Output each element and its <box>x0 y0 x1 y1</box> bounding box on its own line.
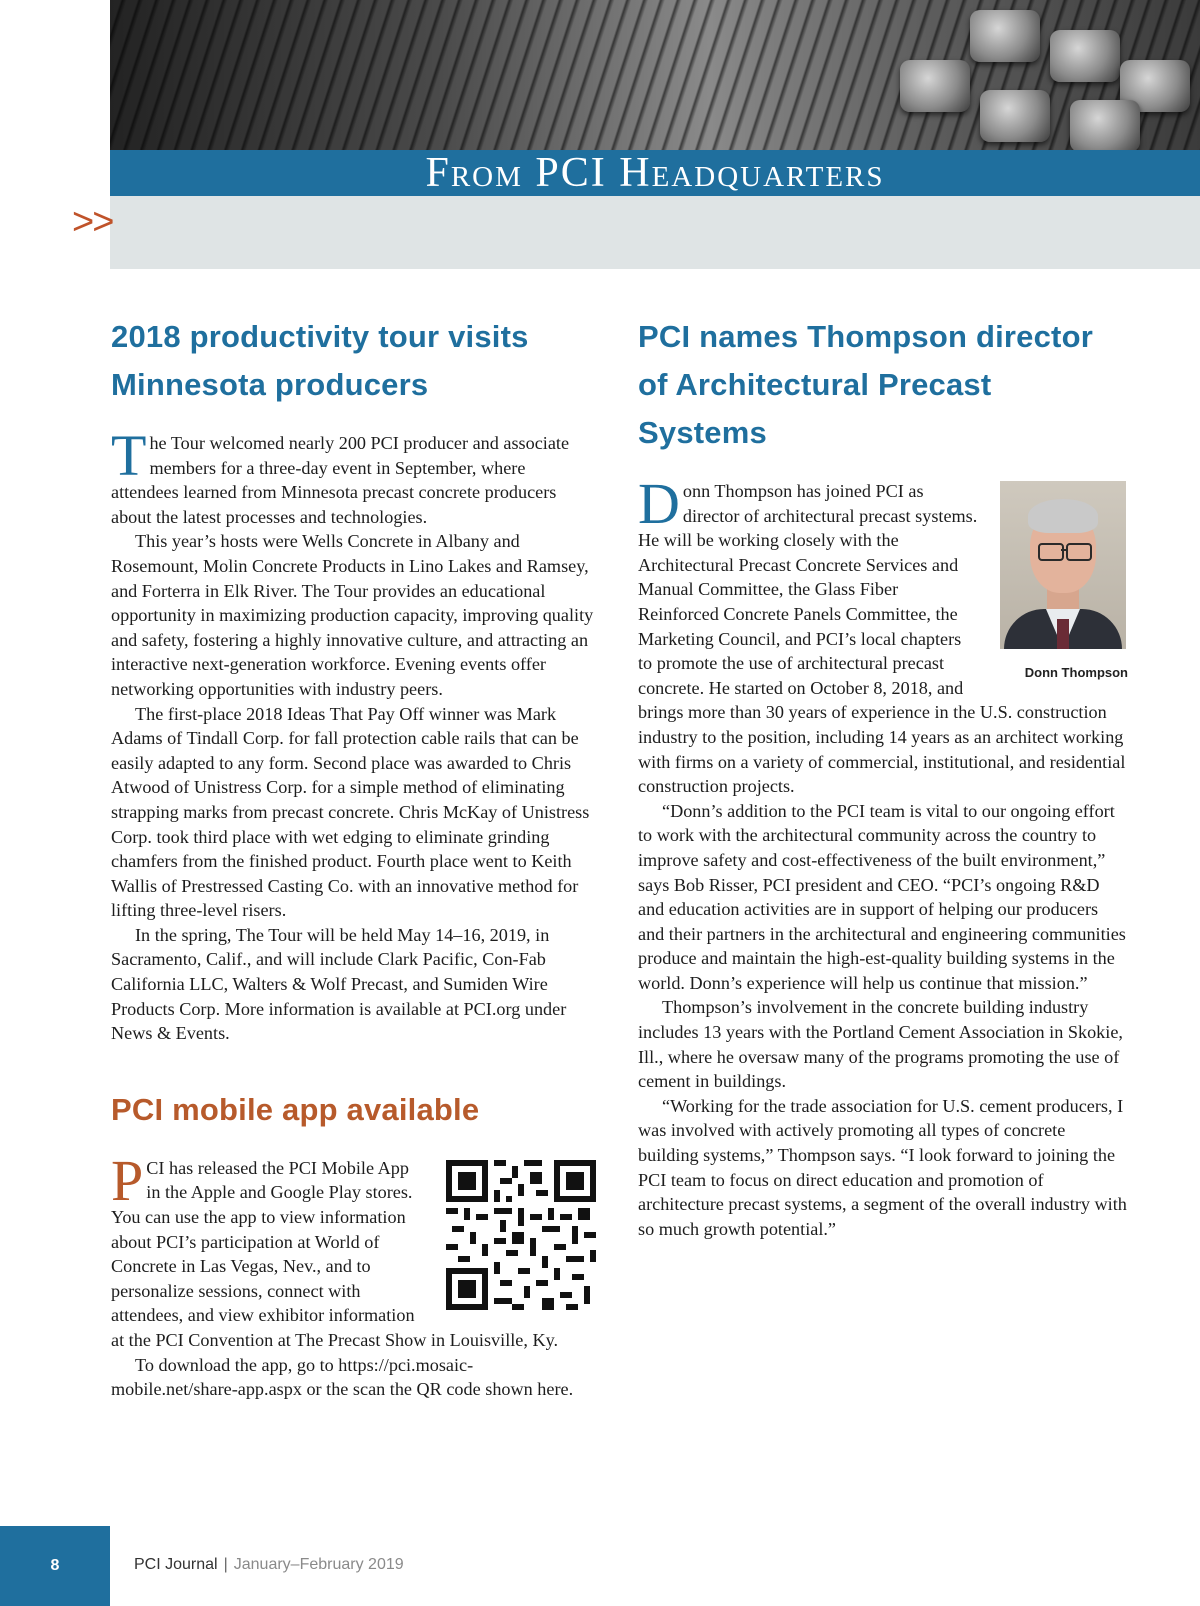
typewriter-key <box>1070 100 1140 150</box>
article-headline-thompson: PCI names Thompson director of Architectural Precast Systems <box>638 319 1093 450</box>
dropcap: D <box>638 471 680 536</box>
header-gray-band <box>110 196 1200 269</box>
chevron-marker-icon: >> <box>72 201 113 243</box>
paragraph: The first-place 2018 Ideas That Pay Off winner was Mark Adams of Tindall Corp. for fall protection cable rails that can be easily adapted to any form. Second place was awarded to Chris Atwood of Unistress Corp. for a simple method of eliminating strapping marks from precast concrete. Chris McKay of Unistress Corp. took third place with wet edging to eliminate grinding chamfers from the finished product. Fourth place went to Keith Wallis of Prestressed Casting Co. with an innovative method for lifting three-level risers. <box>111 703 590 921</box>
right-column <box>638 313 1128 1241</box>
article-body-thompson <box>638 471 1128 1241</box>
article-headline-mobile-app: PCI mobile app available <box>111 1091 480 1127</box>
paragraph: Thompson’s involvement in the concrete building industry includes 13 years with the Portland Cement Association in Skokie, Ill., where he oversaw many of the programs promoting the use of cement in buildings. <box>638 997 1123 1092</box>
typewriter-key <box>1050 30 1120 82</box>
typewriter-key <box>900 60 970 112</box>
typewriter-key <box>970 10 1040 62</box>
typewriter-key <box>980 90 1050 142</box>
photo-caption: Donn Thompson <box>1024 665 1128 680</box>
paragraph: In the spring, The Tour will be held May 14–16, 2019, in Sacramento, Calif., and will include Clark Pacific, Con-Fab California LLC, Walters & Wolf Precast, and Sumiden Wire Products Corp. More information is available at PCI.org under News & Events. <box>111 924 567 1044</box>
publication-name: PCI Journal <box>134 1556 218 1573</box>
issue-date: January–February 2019 <box>233 1556 404 1573</box>
article-headline-productivity-tour: 2018 productivity tour visits Minnesota producers <box>111 319 529 402</box>
paragraph: Donn Thompson has joined PCI as director of architectural precast systems. He will be working closely with the Architectural Precast Concrete Services and Manual Committee, the Glass Fiber Reinforced Concrete Panels Committee, the Marketing Council, and PCI’s local chapters to promote the use of architectural precast concrete. He started on October 8, 2018, and brings more than 30 years of experience in the U.S. construction industry to the position, including 14 years as an architect working with firms on a variety of commercial, institutional, and residential construction projects. <box>638 471 1126 797</box>
left-column <box>111 313 596 1402</box>
paragraph: To download the app, go to https://pci.mosaic-mobile.net/share-app.aspx or the scan the QR code shown here. <box>111 1354 574 1400</box>
dropcap: P <box>111 1147 144 1213</box>
section-title: From PCI Headquarters <box>425 150 885 196</box>
page-number: 8 <box>50 1557 60 1574</box>
footer-publication <box>134 1556 404 1574</box>
dropcap: T <box>111 423 147 488</box>
paragraph: PCI has released the PCI Mobile App in the Apple and Google Play stores. You can use the app to view information about PCI’s participation at World of Concrete in Las Vegas, Nev., and to personalize sessions, connect with attendees, and view exhibitor information at the PCI Convention at The Precast Show in Louisville, Ky. <box>111 1147 559 1350</box>
portrait-figure <box>1000 481 1128 686</box>
paragraph: This year’s hosts were Wells Concrete in Albany and Rosemount, Molin Concrete Products in Lino Lakes and Ramsey, and Forterra in Elk River. The Tour provides an educational opportunity in maximizing production capacity, improving quality and safety, fostering a highly innovative culture, and attracting an interactive next-generation workforce. Evening events offer networking opportunities with industry peers. <box>111 531 594 699</box>
qr-code-icon[interactable] <box>446 1160 596 1310</box>
paragraph: “Donn’s addition to the PCI team is vital to our ongoing effort to work with the architectural community across the country to improve safety and cost-effectiveness of the built environment,” says Bob Risser, PCI president and CEO. “PCI’s ongoing R&D and education activities are in support of helping our producers and their partners in the architectural and engineering communities produce and maintain the high-est-quality building systems in the world. Donn’s experience will help us continue that mission.” <box>638 800 1126 993</box>
article-body-mobile-app <box>111 1147 596 1402</box>
paragraph: “Working for the trade association for U.S. cement producers, I was involved with actively promoting all types of concrete building systems,” Thompson says. “I look forward to joining the PCI team to focus on direct education and promotion of architecture precast systems, a segment of the overall industry with so much growth potential.” <box>638 1095 1127 1239</box>
article-body-productivity-tour <box>111 423 596 1046</box>
header-typewriter-photo <box>110 0 1200 150</box>
portrait-photo <box>1000 481 1126 649</box>
footer-separator: | <box>223 1556 228 1573</box>
paragraph: The Tour welcomed nearly 200 PCI producer and associate members for a three-day event in September, where attendees learned from Minnesota precast concrete producers about the latest processes and technologies. <box>111 423 570 527</box>
